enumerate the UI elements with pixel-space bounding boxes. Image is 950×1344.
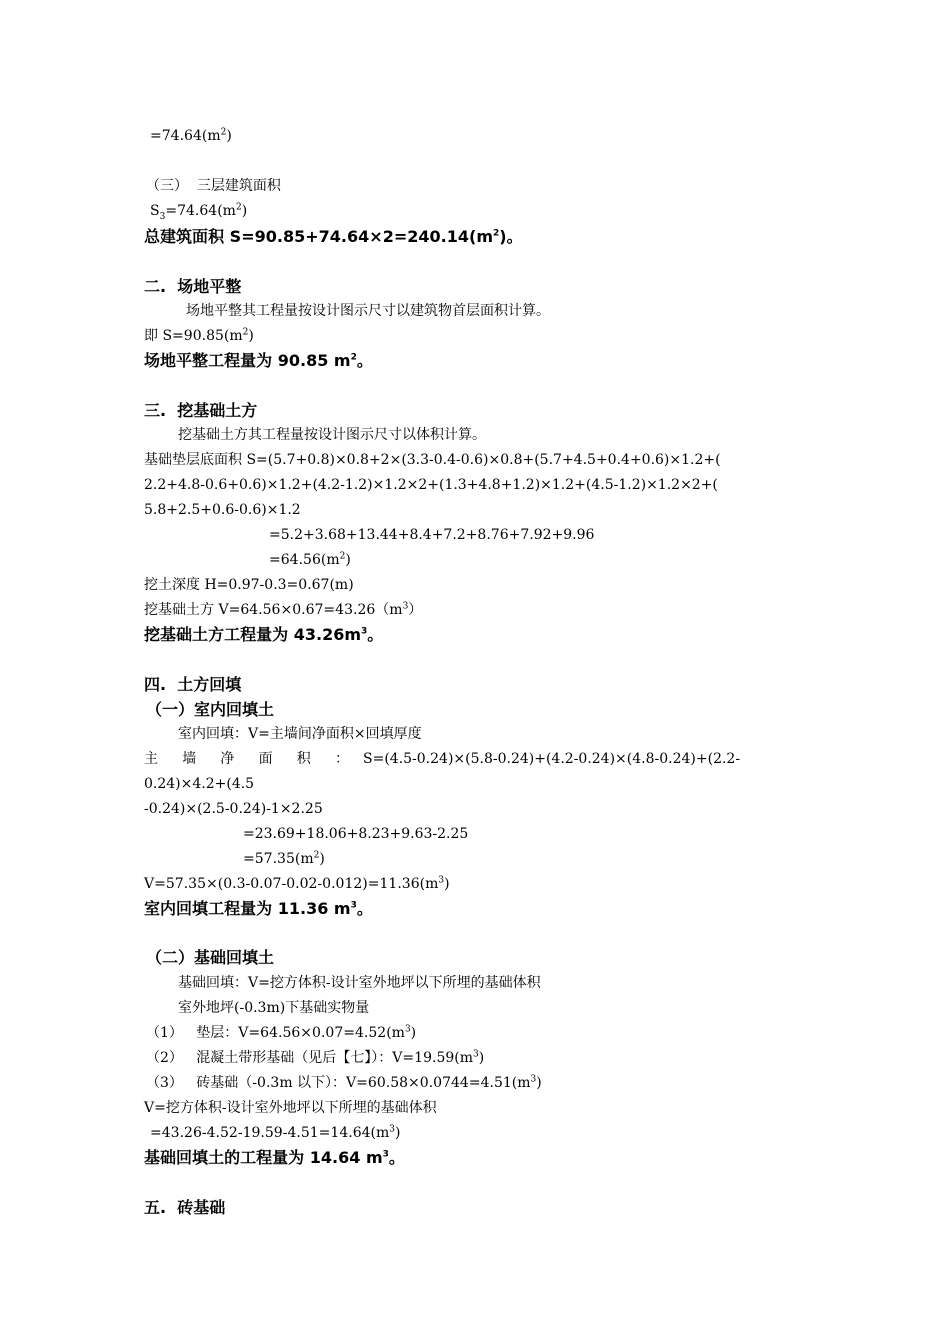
text-line: 挖土深度 H=0.97-0.3=0.67(m)	[144, 577, 354, 593]
result-line: 挖基础土方工程量为 $43.26m^3$。	[144, 625, 384, 644]
label-char: 主	[144, 751, 158, 767]
section-heading: 四. 土方回填	[144, 675, 242, 694]
label-char: 面	[258, 751, 273, 767]
text-line: $S_3=74.64(m^2)$	[150, 202, 248, 222]
section-heading: 三. 挖基础土方	[144, 401, 258, 420]
label-spread	[144, 749, 349, 769]
result-line: 室内回填工程量为 11.36 $m^3$。	[144, 899, 373, 918]
formula-text: S=(4.5-0.24)×(5.8-0.24)+(4.2-0.24)×(4.8-0.24)+(2.2-	[363, 751, 741, 767]
list-item: （3） 砖基础（-0.3m 以下）：$V=60.58\times 0.0744=4.51(m^3)$	[146, 1074, 542, 1091]
paragraph: 挖基础土方其工程量按设计图示尺寸以体积计算。	[178, 427, 486, 443]
paragraph: 场地平整其工程量按设计图示尺寸以建筑物首层面积计算。	[186, 303, 550, 319]
paragraph: 室内回填：V=主墙间净面积×回填厚度	[178, 726, 422, 742]
list-item: （1） 垫层：$V=64.56\times 0.07=4.52(m^3)$	[146, 1024, 417, 1041]
label-char: 墙	[182, 751, 197, 767]
formula-line: $=64.56(m^2)$	[269, 551, 351, 568]
formula-line	[144, 749, 804, 769]
result-line: 基础回填土的工程量为 14.64 $m^3$。	[144, 1148, 405, 1167]
subsection-heading: （三） 三层建筑面积	[146, 178, 281, 194]
formula-line: $=43.26-4.52-19.59-4.51=14.64(m^3)$	[150, 1124, 401, 1141]
section-heading: 二. 场地平整	[144, 277, 242, 296]
result-line: 总建筑面积 $S=90.85+74.64\times 2=240.14(m^2)$。	[144, 227, 523, 246]
list-item: （2） 混凝土带形基础（见后【七】）：$V=19.59(m^3)$	[146, 1049, 485, 1066]
formula-line: $=57.35(m^2)$	[243, 850, 325, 867]
formula-line: =5.2+3.68+13.44+8.4+7.2+8.76+7.92+9.96	[269, 527, 595, 543]
text-line: V=挖方体积-设计室外地坪以下所埋的基础体积	[144, 1100, 437, 1116]
label-char: 净	[220, 751, 235, 767]
label-char: 积	[296, 751, 311, 767]
section-heading: 五. 砖基础	[144, 1198, 226, 1217]
text-line: 挖基础土方 $V=64.56\times 0.67=43.26(m^3)$	[144, 601, 423, 618]
paragraph: 室外地坪(-0.3m)下基础实物量	[178, 1000, 370, 1016]
text-line: $=74.64(m^2)$	[150, 127, 232, 144]
formula-line: $V=57.35\times(0.3-0.07-0.02-0.012)=11.36(m^3)$	[144, 875, 450, 892]
label-char: ：	[334, 751, 349, 767]
paragraph: 基础回填：V=挖方体积-设计室外地坪以下所埋的基础体积	[178, 975, 541, 991]
subsection-heading: （一）室内回填土	[146, 700, 275, 719]
formula-line: -0.24)×(2.5-0.24)-1×2.25	[144, 801, 323, 817]
text-line: 即 $S=90.85(m^2)$	[144, 327, 254, 344]
formula-line: 2.2+4.8-0.6+0.6)×1.2+(4.2-1.2)×1.2×2+(1.3+4.8+1.2)×1.2+(4.5-1.2)×1.2×2+(	[144, 477, 718, 493]
formula-line: 基础垫层底面积 S=(5.7+0.8)×0.8+2×(3.3-0.4-0.6)×0.8+(5.7+4.5+0.4+0.6)×1.2+(	[144, 452, 721, 468]
formula-line: 0.24)×4.2+(4.5	[144, 776, 255, 792]
formula-line: =23.69+18.06+8.23+9.63-2.25	[243, 826, 469, 842]
subsection-heading: （二）基础回填土	[146, 948, 275, 967]
result-line: 场地平整工程量为 90.85 $m^2$。	[144, 351, 373, 370]
formula-line: 5.8+2.5+0.6-0.6)×1.2	[144, 502, 301, 518]
